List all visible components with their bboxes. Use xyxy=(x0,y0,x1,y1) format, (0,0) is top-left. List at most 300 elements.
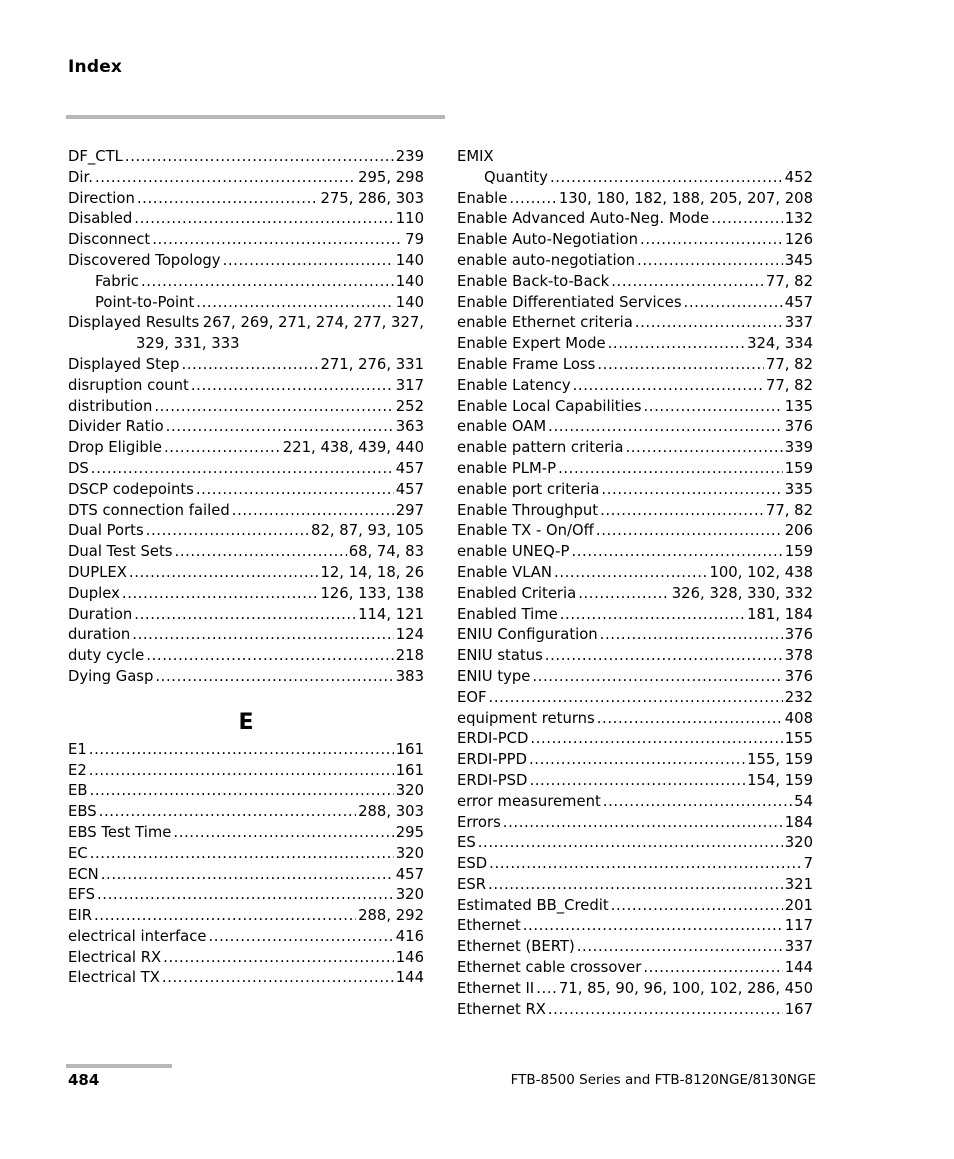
dot-leader xyxy=(232,501,394,522)
header-divider xyxy=(66,115,445,119)
index-term: Direction xyxy=(68,189,135,207)
index-entry xyxy=(457,646,813,667)
index-entry xyxy=(68,761,424,782)
index-term: Dying Gasp xyxy=(68,667,154,685)
index-term: Electrical TX xyxy=(68,969,160,987)
index-entry xyxy=(68,865,424,886)
dot-leader xyxy=(637,251,783,272)
index-term: EOF xyxy=(457,688,487,706)
index-term: enable OAM xyxy=(457,418,547,436)
dot-leader xyxy=(600,625,783,646)
index-term: Drop Eligible xyxy=(68,439,162,457)
index-page-refs: 201 xyxy=(784,896,813,914)
dot-leader xyxy=(488,875,783,896)
index-page-refs: 321 xyxy=(784,875,813,893)
index-entry xyxy=(457,189,813,210)
dot-leader xyxy=(529,771,745,792)
index-entry xyxy=(457,584,813,605)
index-term: Ethernet (BERT) xyxy=(457,938,575,956)
index-entry xyxy=(68,417,424,438)
dot-leader xyxy=(571,542,782,563)
dot-leader xyxy=(711,209,783,230)
index-term: duration xyxy=(68,626,131,644)
index-entry xyxy=(457,750,813,771)
index-entry xyxy=(68,646,424,667)
index-term: Disabled xyxy=(68,210,133,228)
index-term: EMIX xyxy=(457,148,494,165)
index-page-refs: 126, 133, 138 xyxy=(320,584,424,602)
index-page-refs: 117 xyxy=(784,917,813,935)
index-page-refs: 297 xyxy=(395,501,424,519)
dot-leader xyxy=(152,230,403,251)
dot-leader xyxy=(611,272,764,293)
index-entry xyxy=(457,625,813,646)
dot-leader xyxy=(129,563,319,584)
index-term: Enabled Time xyxy=(457,605,558,623)
index-term: Enable Latency xyxy=(457,376,571,394)
index-page-refs: 457 xyxy=(395,459,424,477)
index-term: ERDI-PCD xyxy=(457,730,529,748)
index-term: Enable Frame Loss xyxy=(457,355,596,373)
dot-leader xyxy=(489,854,801,875)
index-entry xyxy=(457,688,813,709)
index-entry xyxy=(457,397,813,418)
index-page-refs: 110 xyxy=(395,210,424,228)
dot-leader xyxy=(175,542,347,563)
index-term: Enable Auto-Negotiation xyxy=(457,231,639,249)
index-page-refs: 114, 121 xyxy=(358,605,424,623)
dot-leader xyxy=(596,521,783,542)
index-page-refs: 335 xyxy=(784,480,813,498)
dot-leader xyxy=(635,313,783,334)
index-page-refs: 457 xyxy=(784,293,813,311)
index-entry xyxy=(68,968,424,989)
dot-leader xyxy=(550,168,783,189)
dot-leader xyxy=(164,438,281,459)
index-entry xyxy=(68,355,424,376)
dot-leader xyxy=(600,501,764,522)
index-entry xyxy=(457,230,813,251)
index-column-left xyxy=(68,147,424,989)
index-page-refs: 337 xyxy=(784,314,813,332)
index-entry xyxy=(457,958,813,979)
dot-leader xyxy=(146,521,309,542)
dot-leader xyxy=(545,646,783,667)
dot-leader xyxy=(597,355,764,376)
index-term: Dual Test Sets xyxy=(68,543,173,561)
index-entry xyxy=(457,563,813,584)
index-entry xyxy=(457,813,813,834)
index-term: ESR xyxy=(457,875,487,893)
dot-leader xyxy=(625,438,782,459)
index-term: enable port criteria xyxy=(457,480,600,498)
page-number: 484 xyxy=(68,1071,100,1089)
index-entry xyxy=(457,605,813,626)
index-page-refs: 457 xyxy=(395,480,424,498)
index-term: ERDI-PSD xyxy=(457,771,528,789)
index-page-refs: 140 xyxy=(395,251,424,269)
index-entry xyxy=(68,948,424,969)
index-page-refs: 54 xyxy=(794,792,813,810)
index-entry xyxy=(68,605,424,626)
index-entry xyxy=(457,771,813,792)
index-term: enable PLM-P xyxy=(457,459,557,477)
index-term: EFS xyxy=(68,886,95,904)
index-term: E2 xyxy=(68,761,87,779)
index-term: Enable Local Capabilities xyxy=(457,397,642,415)
index-entry xyxy=(457,729,813,750)
index-page-refs: 320 xyxy=(395,844,424,862)
dot-leader xyxy=(560,605,745,626)
index-entry xyxy=(457,376,813,397)
index-term: Displayed Step xyxy=(68,355,180,373)
index-page-refs: 124 xyxy=(395,626,424,644)
dot-leader xyxy=(154,397,393,418)
index-entry xyxy=(68,189,424,210)
index-term: Electrical RX xyxy=(68,948,162,966)
index-page-refs: 320 xyxy=(395,886,424,904)
index-entry xyxy=(457,334,813,355)
index-page-refs: 130, 180, 182, 188, 205, 207, 208 xyxy=(558,189,813,207)
index-term: DTS connection failed xyxy=(68,501,230,519)
dot-leader xyxy=(489,688,783,709)
index-page-refs: 159 xyxy=(784,543,813,561)
index-term: Duplex xyxy=(68,584,120,602)
dot-leader xyxy=(191,376,394,397)
dot-leader xyxy=(155,667,393,688)
index-page-refs: 267, 269, 271, 274, 277, 327, xyxy=(202,314,424,332)
index-term: Enable Expert Mode xyxy=(457,335,606,353)
index-entry xyxy=(457,313,813,334)
index-page-refs: 288, 303 xyxy=(358,803,424,821)
index-entry xyxy=(457,979,813,1000)
dot-leader xyxy=(101,865,394,886)
dot-leader xyxy=(573,376,764,397)
index-entry xyxy=(457,667,813,688)
index-page-refs: 363 xyxy=(395,418,424,436)
index-term: electrical interface xyxy=(68,927,207,945)
index-page-refs: 12, 14, 18, 26 xyxy=(320,563,424,581)
index-page-refs: 275, 286, 303 xyxy=(320,189,424,207)
dot-leader xyxy=(125,147,394,168)
dot-leader xyxy=(163,948,394,969)
index-term: ERDI-PPD xyxy=(457,751,527,769)
index-entry xyxy=(457,272,813,293)
dot-leader xyxy=(137,189,319,210)
index-entry xyxy=(457,480,813,501)
dot-leader xyxy=(643,397,782,418)
index-page-refs: 452 xyxy=(784,168,813,186)
index-page-refs: 126 xyxy=(784,231,813,249)
index-term: ES xyxy=(457,834,476,852)
index-term: Enable TX - On/Off xyxy=(457,522,594,540)
dot-leader xyxy=(90,844,394,865)
index-entry xyxy=(457,168,813,189)
dot-leader xyxy=(89,761,394,782)
dot-leader xyxy=(509,189,556,210)
index-entry xyxy=(68,885,424,906)
index-entry xyxy=(68,438,424,459)
index-entry xyxy=(457,854,813,875)
index-entry xyxy=(457,293,813,314)
index-page-refs: 146 xyxy=(395,948,424,966)
index-term: Enable VLAN xyxy=(457,563,553,581)
index-page-refs: 408 xyxy=(784,709,813,727)
dot-leader xyxy=(536,979,557,1000)
dot-leader xyxy=(91,459,394,480)
dot-leader xyxy=(611,896,783,917)
index-entry xyxy=(457,896,813,917)
dot-leader xyxy=(530,729,782,750)
index-page-refs: 339 xyxy=(784,439,813,457)
index-page-refs: 159 xyxy=(784,459,813,477)
index-entry xyxy=(457,709,813,730)
index-term: Displayed Results xyxy=(68,314,200,332)
index-page-refs: 77, 82 xyxy=(765,355,813,373)
index-term: ENIU type xyxy=(457,667,531,685)
index-page-refs: 144 xyxy=(784,959,813,977)
index-term: Ethernet RX xyxy=(457,1000,546,1018)
index-entry xyxy=(68,501,424,522)
index-term: Errors xyxy=(457,813,501,831)
dot-leader xyxy=(122,584,319,605)
index-term: Enable Back-to-Back xyxy=(457,272,610,290)
index-entry xyxy=(457,875,813,896)
index-entry xyxy=(457,501,813,522)
dot-leader xyxy=(578,584,670,605)
index-entry xyxy=(457,937,813,958)
index-entry xyxy=(457,438,813,459)
dot-leader xyxy=(532,667,782,688)
index-term: Dual Ports xyxy=(68,522,144,540)
index-term: Ethernet cable crossover xyxy=(457,959,642,977)
index-page-refs: 79 xyxy=(405,231,424,249)
index-entry xyxy=(68,313,424,334)
index-page-refs: 376 xyxy=(784,418,813,436)
index-entry xyxy=(68,844,424,865)
index-term: duty cycle xyxy=(68,647,145,665)
index-term: Enable Advanced Auto-Neg. Mode xyxy=(457,210,710,228)
index-entry xyxy=(457,355,813,376)
index-term: ENIU status xyxy=(457,647,543,665)
index-page-refs: 181, 184 xyxy=(747,605,813,623)
index-entry xyxy=(457,542,813,563)
index-term: disruption count xyxy=(68,376,189,394)
index-page-refs: 376 xyxy=(784,626,813,644)
index-page-refs: 144 xyxy=(395,969,424,987)
dot-leader xyxy=(554,563,707,584)
dot-leader xyxy=(134,605,356,626)
index-entry xyxy=(68,563,424,584)
page-title: Index xyxy=(68,57,123,77)
index-section-e-continued xyxy=(457,147,813,1020)
index-page-refs: 271, 276, 331 xyxy=(320,355,424,373)
index-page-refs: 320 xyxy=(784,834,813,852)
dot-leader xyxy=(90,781,394,802)
index-page-refs: 252 xyxy=(395,397,424,415)
index-entry xyxy=(68,480,424,501)
dot-leader xyxy=(601,480,782,501)
index-page-refs: 155 xyxy=(784,730,813,748)
index-term: Duration xyxy=(68,605,133,623)
index-entry xyxy=(68,625,424,646)
section-letter-e: E xyxy=(238,709,254,735)
dot-leader xyxy=(95,168,356,189)
dot-leader xyxy=(643,958,782,979)
dot-leader xyxy=(132,625,393,646)
dot-leader xyxy=(166,417,394,438)
index-page-refs: 77, 82 xyxy=(765,272,813,290)
index-entry xyxy=(68,906,424,927)
index-entry xyxy=(68,272,424,293)
dot-leader xyxy=(94,906,356,927)
index-entry xyxy=(68,927,424,948)
index-term: ENIU Configuration xyxy=(457,626,598,644)
index-page-refs: 77, 82 xyxy=(765,376,813,394)
dot-leader xyxy=(146,646,393,667)
index-entry xyxy=(457,147,813,168)
index-entry xyxy=(68,521,424,542)
dot-leader xyxy=(548,417,783,438)
index-page-refs: 383 xyxy=(395,667,424,685)
index-entry xyxy=(68,802,424,823)
index-term: Enable Differentiated Services xyxy=(457,293,682,311)
index-term: DF_CTL xyxy=(68,148,123,165)
index-section-d xyxy=(68,147,424,688)
index-entry xyxy=(68,376,424,397)
index-page-refs: 376 xyxy=(784,667,813,685)
index-term: EIR xyxy=(68,907,92,925)
index-section-e xyxy=(68,740,424,990)
index-term: EC xyxy=(68,844,88,862)
index-term: DUPLEX xyxy=(68,563,127,581)
dot-leader xyxy=(162,968,394,989)
index-entry xyxy=(68,168,424,189)
footer-divider xyxy=(66,1064,172,1068)
index-entry xyxy=(457,1000,813,1021)
index-term: Discovered Topology xyxy=(68,251,221,269)
index-entry xyxy=(457,251,813,272)
dot-leader xyxy=(97,885,394,906)
index-term: Divider Ratio xyxy=(68,418,164,436)
index-page-refs: 239 xyxy=(395,148,424,165)
index-entry xyxy=(68,823,424,844)
index-entry xyxy=(68,397,424,418)
index-page-refs: 140 xyxy=(395,293,424,311)
index-page-refs: 161 xyxy=(395,761,424,779)
index-term: DS xyxy=(68,459,89,477)
dot-leader xyxy=(684,293,783,314)
index-term: EBS Test Time xyxy=(68,823,172,841)
index-page-refs: 320 xyxy=(395,782,424,800)
dot-leader xyxy=(503,813,783,834)
index-term: Fabric xyxy=(95,272,139,290)
index-term: Enable Throughput xyxy=(457,501,599,519)
index-page-refs: 135 xyxy=(784,397,813,415)
index-page-refs: 288, 292 xyxy=(358,907,424,925)
index-page-refs: 317 xyxy=(395,376,424,394)
dot-leader xyxy=(141,272,394,293)
index-entry xyxy=(68,209,424,230)
dot-leader xyxy=(558,459,783,480)
dot-leader xyxy=(548,1000,783,1021)
index-page-refs: 71, 85, 90, 96, 100, 102, 286, 450 xyxy=(558,979,813,997)
index-term: Ethernet xyxy=(457,917,521,935)
index-page-refs: 232 xyxy=(784,688,813,706)
dot-leader xyxy=(134,209,393,230)
index-page-refs-continued: 329, 331, 333 xyxy=(136,335,240,353)
index-term: equipment returns xyxy=(457,709,595,727)
index-page-refs: 326, 328, 330, 332 xyxy=(671,584,813,602)
index-term: E1 xyxy=(68,740,87,758)
index-page-refs: 416 xyxy=(395,927,424,945)
document-title: FTB-8500 Series and FTB-8120NGE/8130NGE xyxy=(510,1072,816,1088)
index-term: Estimated BB_Credit xyxy=(457,896,609,914)
index-page-refs: 221, 438, 439, 440 xyxy=(282,439,424,457)
index-page-refs: 100, 102, 438 xyxy=(709,563,813,581)
dot-leader xyxy=(603,792,792,813)
dot-leader xyxy=(181,355,318,376)
dot-leader xyxy=(196,293,393,314)
dot-leader xyxy=(597,709,783,730)
index-page-refs: 154, 159 xyxy=(747,771,813,789)
dot-leader xyxy=(99,802,356,823)
index-page-refs: 7 xyxy=(803,855,813,873)
index-entry xyxy=(68,459,424,480)
dot-leader xyxy=(529,750,745,771)
dot-leader xyxy=(478,833,783,854)
index-entry xyxy=(68,667,424,688)
index-entry xyxy=(68,251,424,272)
index-term: enable pattern criteria xyxy=(457,439,624,457)
index-term: Dir. xyxy=(68,168,93,186)
index-entry xyxy=(68,781,424,802)
index-page-refs: 337 xyxy=(784,938,813,956)
index-page-refs: 378 xyxy=(784,647,813,665)
index-entry xyxy=(68,584,424,605)
index-entry xyxy=(68,740,424,761)
index-page-refs: 457 xyxy=(395,865,424,883)
index-term: EBS xyxy=(68,803,97,821)
index-term: Enable xyxy=(457,189,508,207)
index-page-refs: 140 xyxy=(395,272,424,290)
dot-leader xyxy=(89,740,394,761)
index-term: Quantity xyxy=(484,168,548,186)
index-page-refs: 155, 159 xyxy=(747,751,813,769)
index-page-refs: 68, 74, 83 xyxy=(348,543,424,561)
index-entry xyxy=(68,147,424,168)
dot-leader xyxy=(608,334,745,355)
index-page-refs: 132 xyxy=(784,210,813,228)
index-entry xyxy=(457,792,813,813)
dot-leader xyxy=(577,937,783,958)
index-entry xyxy=(68,293,424,314)
index-term: Disconnect xyxy=(68,231,151,249)
dot-leader xyxy=(523,916,783,937)
index-term: ESD xyxy=(457,855,488,873)
index-term: Enabled Criteria xyxy=(457,584,577,602)
index-term: distribution xyxy=(68,397,153,415)
index-page-refs: 184 xyxy=(784,813,813,831)
index-entry xyxy=(68,230,424,251)
index-term: enable Ethernet criteria xyxy=(457,314,633,332)
index-entry xyxy=(457,209,813,230)
index-page-refs: 295, 298 xyxy=(358,168,424,186)
index-column-right xyxy=(457,147,813,1020)
index-term: ECN xyxy=(68,865,99,883)
index-term: EB xyxy=(68,782,88,800)
index-term: enable UNEQ-P xyxy=(457,543,570,561)
